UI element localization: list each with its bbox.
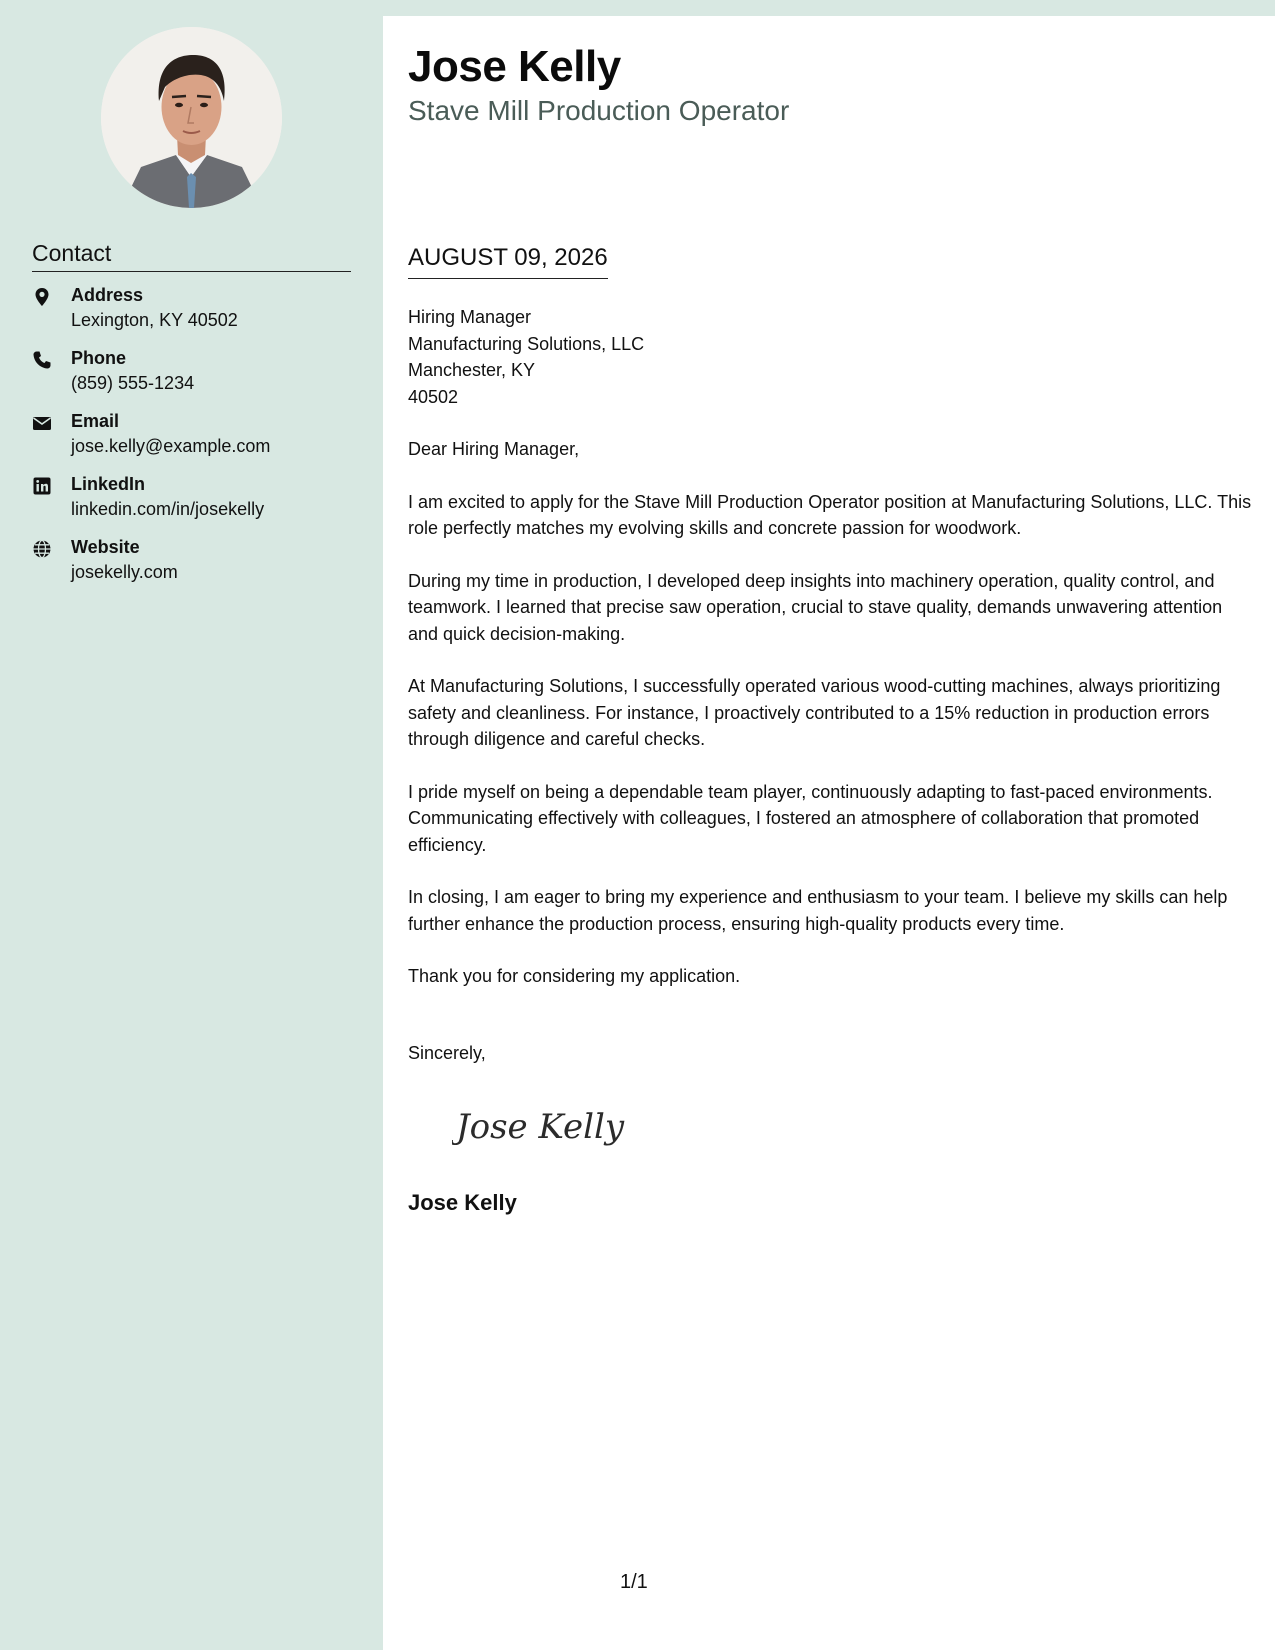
contact-value[interactable]: linkedin.com/in/josekelly [71,499,265,519]
recipient-block [408,304,1253,410]
paragraph: I pride myself on being a dependable team player, continuously adapting to fast-paced environments. Communicating effectively with colleagues, I fostered an atmosphere of collaboration that promoted efficiency. [408,781,1213,855]
contact-heading: Contact [32,240,351,272]
contact-item-website [32,537,362,600]
recipient-line: Manufacturing Solutions, LLC [408,333,645,354]
recipient-line: Manchester, KY [408,360,536,380]
globe-icon [32,539,52,559]
contact-value[interactable]: jose.kelly@example.com [71,436,271,456]
recipient-line: Hiring Manager [408,307,532,327]
contact-item-linkedin [32,474,362,537]
salutation: Dear Hiring Manager, [408,439,580,459]
job-title: Stave Mill Production Operator [408,95,790,126]
paragraph: During my time in production, I developed deep insights into machinery operation, quality control, and teamwork. I learned that precise saw operation, crucial to stave quality, demands unwavering attention and quick decision-making. [408,570,1223,644]
contact-label: Website [71,537,140,557]
paragraph: In closing, I am eager to bring my experience and enthusiasm to your team. I believe my skills can help further enhance the production process, ensuring high-quality products every time. [408,887,1228,934]
page-number: 1/1 [620,1571,648,1593]
profile-photo [101,27,282,208]
map-pin-icon [32,287,52,307]
letter-date: AUGUST 09, 2026 [408,244,608,279]
linkedin-icon [32,476,52,496]
contact-label: LinkedIn [71,474,146,494]
phone-icon [32,350,52,370]
contact-item-address [32,285,362,348]
envelope-icon [32,413,52,433]
recipient-line: 40502 [408,386,459,407]
letter-body [408,304,1253,990]
contact-value: Lexington, KY 40502 [71,310,238,330]
contact-label: Email [71,411,120,431]
contact-list [32,285,362,600]
signed-name: Jose Kelly [408,1190,517,1215]
signature [452,1098,632,1154]
contact-value[interactable]: josekelly.com [71,562,178,582]
paragraph: Thank you for considering my application. [408,966,741,986]
signature-text: Jose Kelly [456,1107,625,1147]
contact-label: Address [71,285,144,305]
contact-label: Phone [71,348,127,368]
closing: Sincerely, [408,1043,486,1063]
paragraph: At Manufacturing Solutions, I successfully operated various wood-cutting machines, always prioritizing safety and cleanliness. For instance, I proactively contributed to a 15% reduction in production errors through diligence and careful checks. [408,676,1221,749]
contact-value: (859) 555-1234 [71,373,195,393]
applicant-name: Jose Kelly [408,42,621,91]
contact-item-phone [32,348,362,411]
paragraph: I am excited to apply for the Stave Mill Production Operator position at Manufacturing Solutions, LLC. This role perfectly matches my evolving skills and concrete passion for woodwork. [408,491,1252,538]
contact-item-email [32,411,362,474]
